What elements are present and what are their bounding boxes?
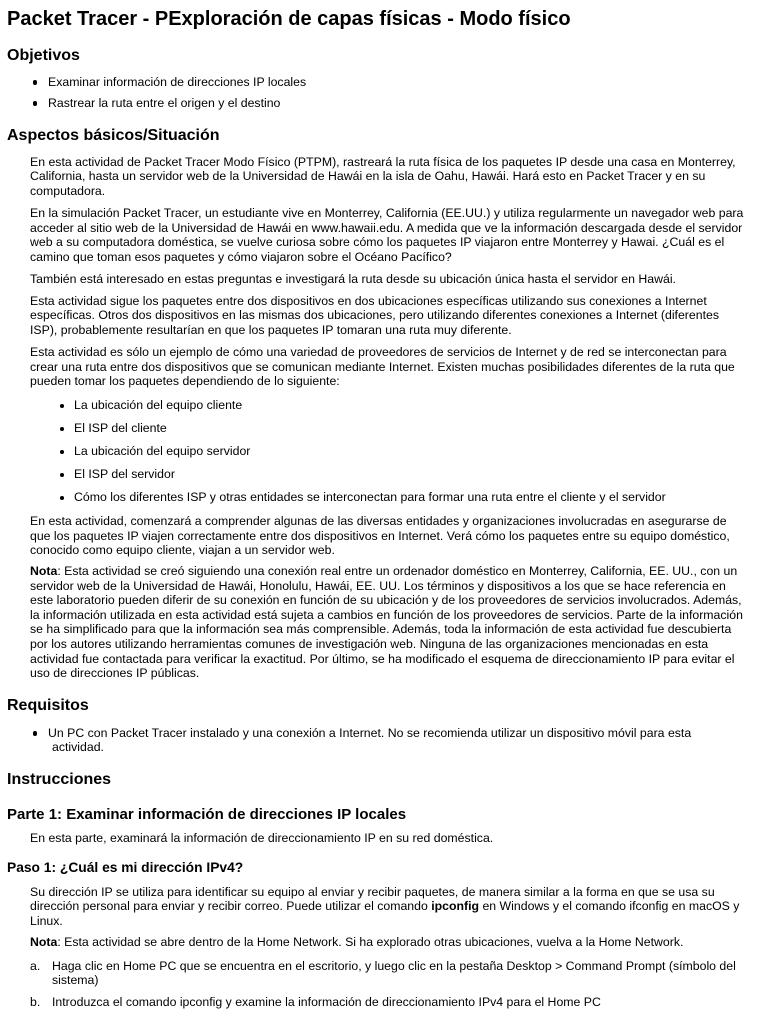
substep-text: Introduzca el comando ipconfig y examine la información de direccionamiento IPv4 para el Home PC	[52, 994, 601, 1009]
requirements-heading: Requisitos	[7, 697, 89, 714]
note-label: Nota	[30, 564, 58, 579]
bullet	[33, 101, 37, 105]
bullet	[60, 496, 64, 500]
bullet	[60, 473, 64, 477]
step1-paragraph	[30, 885, 748, 929]
background-heading: Aspectos básicos/Situación	[7, 126, 220, 144]
part1-heading: Parte 1: Examinar información de direcciones IP locales	[7, 805, 407, 823]
objectives-list	[0, 75, 768, 111]
requirement-item	[0, 726, 744, 755]
objective-text: Examinar información de direcciones IP locales	[48, 74, 307, 89]
step1-heading: Paso 1: ¿Cuál es mi dirección IPv4?	[7, 859, 244, 875]
note-text: : Esta actividad se abre dentro de la Home Network. Si ha explorado otras ubicaciones, vuelva a la Home Network.	[57, 934, 684, 949]
objective-item	[0, 75, 748, 90]
step1-text-before: Su dirección IP se utiliza para identificar su equipo al enviar y recibir paquetes, de manera similar a la forma en que se usa su dirección personal para enviar y recibir correo. Puede utilizar el comando	[30, 884, 715, 914]
bullet	[33, 731, 37, 735]
route-factor-text: Cómo los diferentes ISP y otras entidades se interconectan para formar una ruta entre el cliente y el servidor	[74, 490, 666, 505]
step1-text-after: en Windows y el comando ifconfig en macOS y Linux.	[30, 899, 740, 928]
part1-intro: En esta parte, examinará la información de direccionamiento IP en su red doméstica.	[30, 830, 494, 845]
bullet	[60, 427, 64, 431]
background-paragraph-1: En esta actividad de Packet Tracer Modo Físico (PTPM), rastreará la ruta física de los paquetes IP desde una casa en Monterrey, California, hasta un servidor web de la Universidad de Hawái en la isla de Oahu, Hawái. Hará esto en Packet Tracer y en su computadora.	[30, 154, 736, 198]
substep-marker: a.	[30, 958, 41, 973]
bullet	[60, 450, 64, 454]
note-label: Nota	[30, 934, 58, 949]
route-factors-list	[0, 398, 768, 505]
document-title: Packet Tracer - PExploración de capas físicas - Modo físico	[7, 8, 571, 30]
substeps-list	[0, 959, 768, 1010]
substep-item	[0, 959, 748, 988]
bullet	[33, 80, 37, 84]
background-paragraph-2: En la simulación Packet Tracer, un estudiante vive en Monterrey, California (EE.UU.) y utiliza regularmente un navegador web para acceder al sitio web de la Universidad de Hawái en www.hawaii.edu. A medida que ve la información descargada desde el servidor web a su computadora doméstica, se vuelve curiosa sobre cómo los paquetes IP viajaron entre Monterrey y Hawai. ¿Cuál es el camino que toman esos paquetes y cómo viajaron sobre el Océano Pacífico?	[30, 205, 744, 264]
requirements-list	[0, 726, 768, 755]
route-factor-text: El ISP del servidor	[74, 467, 175, 482]
objectives-heading: Objetivos	[7, 47, 80, 64]
substep-item	[0, 995, 748, 1010]
background-closing-paragraph: En esta actividad, comenzará a comprender algunas de las diversas entidades y organizaciones involucradas en asegurarse de que los paquetes IP viajen correctamente entre dos dispositivos en Internet. Verá cómo los paquetes entre su equipo doméstico, conocido como equipo cliente, viajan a un servidor web.	[30, 514, 730, 558]
substep-text: Haga clic en Home PC que se encuentra en el escritorio, y luego clic en la pestaña Desktop > Command Prompt (símbolo del sistema)	[52, 958, 736, 988]
route-factor-item	[0, 490, 748, 505]
route-factor-text: El ISP del cliente	[74, 421, 167, 436]
objective-item	[0, 96, 748, 111]
requirement-text: Un PC con Packet Tracer instalado y una conexión a Internet. No se recomienda utilizar un dispositivo móvil para esta actividad.	[48, 725, 692, 755]
substep-marker: b.	[30, 994, 41, 1009]
instructions-heading: Instrucciones	[7, 771, 112, 788]
route-factor-text: La ubicación del equipo servidor	[74, 444, 251, 459]
bullet	[60, 404, 64, 408]
route-factor-text: La ubicación del equipo cliente	[74, 398, 243, 413]
route-factor-item	[0, 398, 748, 413]
command-name: ipconfig	[431, 899, 480, 914]
background-paragraph-3: También está interesado en estas preguntas e investigará la ruta desde su ubicación única hasta el servidor en Hawái.	[30, 271, 676, 286]
background-paragraph-4: Esta actividad sigue los paquetes entre dos dispositivos en dos ubicaciones específicas utilizando sus conexiones a Internet específicas. Otros dos dispositivos en las mismas dos ubicaciones, pero utilizando diferentes conexiones a Internet (diferentes ISP), probablemente resultarían en que los paquetes IP tomaran una ruta muy diferente.	[30, 293, 719, 338]
background-paragraph-5: Esta actividad es sólo un ejemplo de cómo una variedad de proveedores de servicios de Internet y de red se interconectan para crear una ruta entre dos dispositivos que se comunican mediante Internet. Existen muchas posibilidades diferentes de la ruta que pueden tomar los paquetes dependiendo de lo siguiente:	[30, 345, 735, 389]
route-factor-item	[0, 444, 748, 459]
instructions-section	[0, 770, 768, 1009]
step1-note	[30, 935, 748, 950]
objective-text: Rastrear la ruta entre el origen y el destino	[48, 95, 281, 110]
note-text: : Esta actividad se creó siguiendo una conexión real entre un ordenador doméstico en Monterrey, California, EE. UU., con un servidor web de la Universidad de Hawái, Honolulu, Hawái, EE. UU. Los términos y dispositivos a los que se hace referencia en este laboratorio pueden diferir de su conexión en función de su ubicación y de los proveedores de servicios involucrados. Además, la información utilizada en esta actividad está sujeta a cambios en función de los proveedores de servicios. Parte de la información se ha simplificado para que la información sea más comprensible. Además, toda la información de esta actividad fue descubierta por los autores utilizando herramientas comunes de investigación web. Ninguna de las organizaciones mencionadas en esta actividad fue contactada para verificar la exactitud. Por último, se ha modificado el esquema de direccionamiento IP para evitar el uso de direcciones IP públicas.	[30, 564, 743, 681]
requirements-section	[0, 696, 768, 755]
route-factor-item	[0, 467, 748, 482]
overview-section	[0, 7, 768, 681]
route-factor-item	[0, 421, 748, 436]
background-note	[30, 564, 748, 681]
